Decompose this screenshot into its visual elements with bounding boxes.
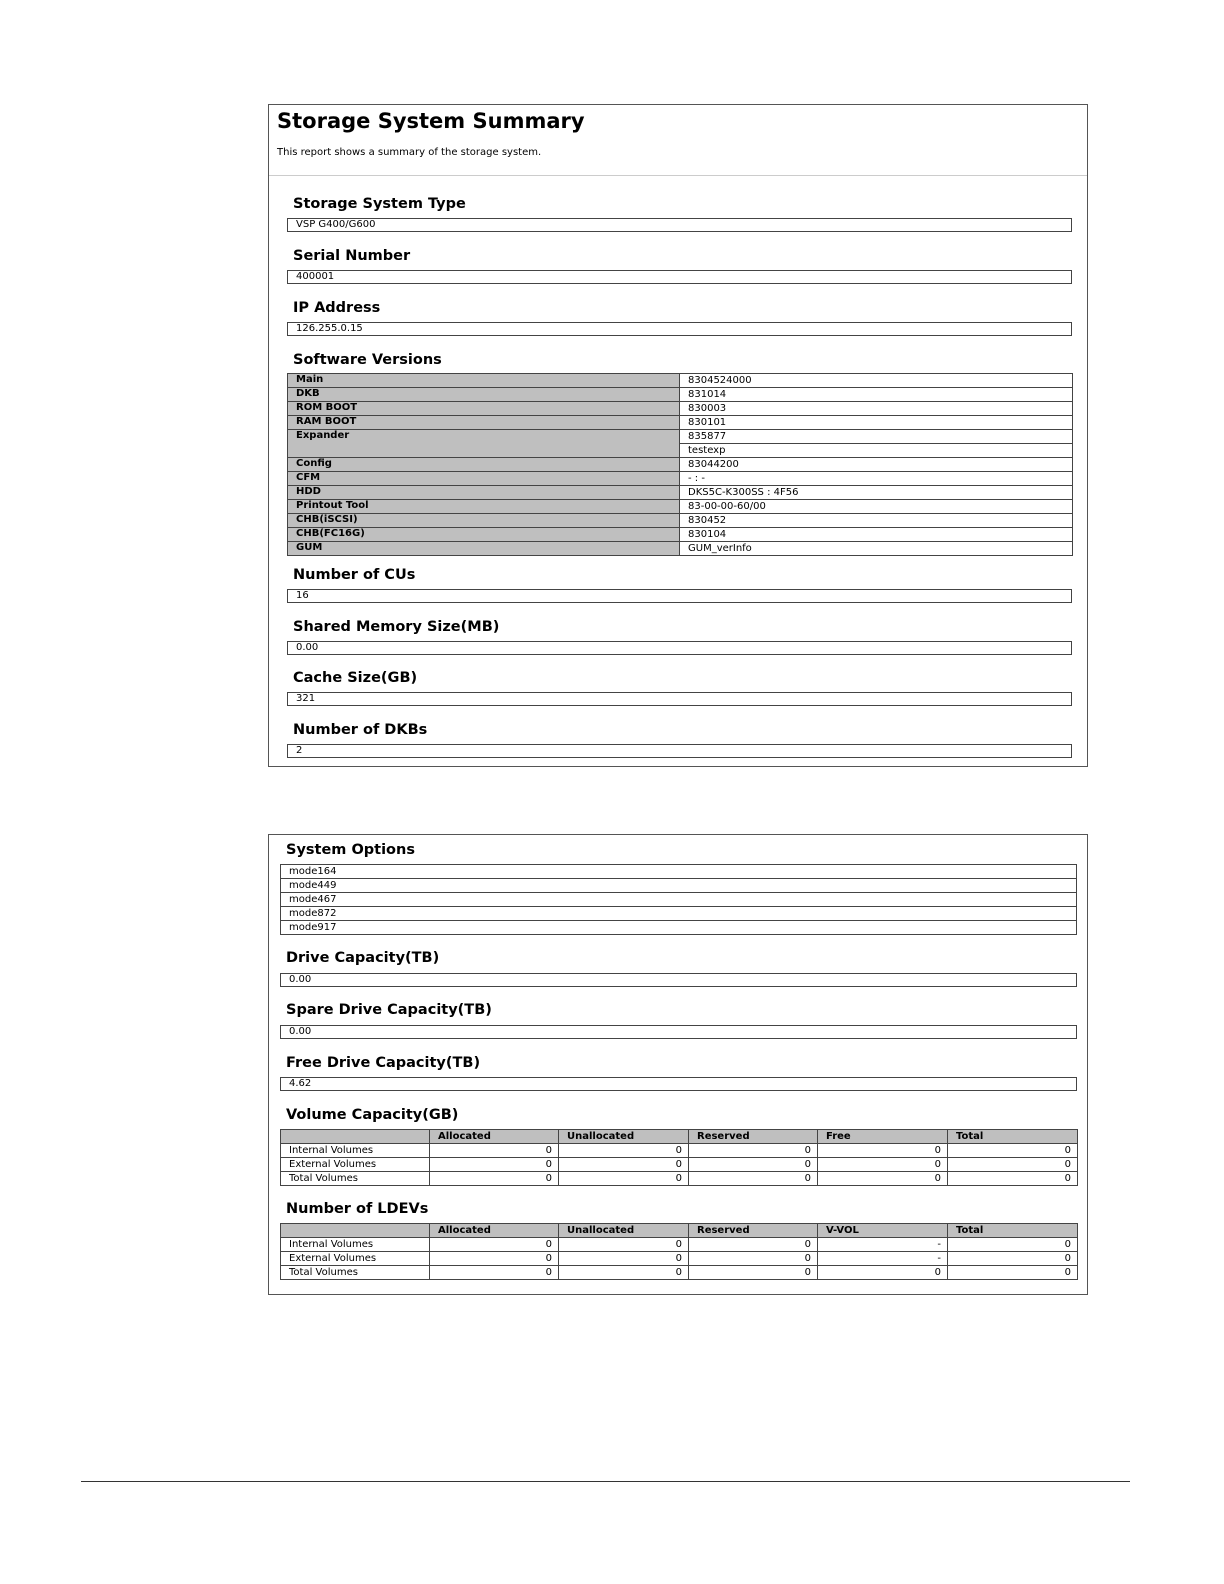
software-version-key: DKB <box>288 388 680 402</box>
volume-capacity-cell: 0 <box>430 1144 559 1158</box>
software-version-key: RAM BOOT <box>288 416 680 430</box>
volume-capacity-column-header: Reserved <box>689 1130 818 1144</box>
ldev-count-row-label: External Volumes <box>281 1252 430 1266</box>
system-option-item: mode872 <box>281 907 1077 921</box>
volume-capacity-cell: 0 <box>559 1172 689 1186</box>
summary-panel <box>268 104 1088 767</box>
ldev-count-cell: 0 <box>948 1266 1078 1280</box>
spare-drive-capacity-heading: Spare Drive Capacity(TB) <box>286 1002 492 1018</box>
ldev-count-cell: 0 <box>559 1252 689 1266</box>
software-version-row <box>288 500 1073 514</box>
system-option-row <box>281 893 1077 907</box>
volume-capacity-cell: 0 <box>818 1158 948 1172</box>
system-option-item: mode467 <box>281 893 1077 907</box>
volume-capacity-row-label: Internal Volumes <box>281 1144 430 1158</box>
system-option-row <box>281 921 1077 935</box>
software-version-value: 831014 <box>680 388 1073 402</box>
software-version-value: 83-00-00-60/00 <box>680 500 1073 514</box>
volume-capacity-column-header: Free <box>818 1130 948 1144</box>
ldev-count-column-header: Allocated <box>430 1224 559 1238</box>
ldev-count-cell: 0 <box>948 1252 1078 1266</box>
volume-capacity-column-header <box>281 1130 430 1144</box>
spare-drive-capacity-value: 0.00 <box>280 1025 1077 1039</box>
volume-capacity-header-row <box>281 1130 1078 1144</box>
software-version-row <box>288 486 1073 500</box>
volume-capacity-cell: 0 <box>559 1144 689 1158</box>
ldev-count-column-header: V-VOL <box>818 1224 948 1238</box>
report-title: Storage System Summary <box>277 109 585 133</box>
ldev-count-cell: - <box>818 1238 948 1252</box>
volume-capacity-cell: 0 <box>430 1158 559 1172</box>
software-version-row <box>288 416 1073 430</box>
volume-capacity-cell: 0 <box>948 1144 1078 1158</box>
software-version-key: CFM <box>288 472 680 486</box>
software-version-row <box>288 514 1073 528</box>
software-version-row <box>288 542 1073 556</box>
drive-capacity-heading: Drive Capacity(TB) <box>286 950 440 966</box>
ldev-count-cell: 0 <box>689 1266 818 1280</box>
software-version-key: Printout Tool <box>288 500 680 514</box>
cache-size-value: 321 <box>287 692 1072 706</box>
volume-capacity-cell: 0 <box>689 1158 818 1172</box>
ldev-count-cell: - <box>818 1252 948 1266</box>
software-version-value: testexp <box>680 444 1073 458</box>
volume-capacity-row-label: External Volumes <box>281 1158 430 1172</box>
storage-system-type-value: VSP G400/G600 <box>287 218 1072 232</box>
system-options-heading: System Options <box>286 842 415 858</box>
software-version-key: GUM <box>288 542 680 556</box>
shared-memory-size-value: 0.00 <box>287 641 1072 655</box>
ldev-count-cell: 0 <box>430 1252 559 1266</box>
software-version-value: 830104 <box>680 528 1073 542</box>
volume-capacity-cell: 0 <box>948 1172 1078 1186</box>
software-version-value: GUM_verInfo <box>680 542 1073 556</box>
software-version-key: Main <box>288 374 680 388</box>
software-version-key: Expander <box>288 430 680 458</box>
system-option-row <box>281 865 1077 879</box>
software-version-key: CHB(iSCSI) <box>288 514 680 528</box>
software-version-key: Config <box>288 458 680 472</box>
ldev-count-cell: 0 <box>559 1238 689 1252</box>
software-versions-heading: Software Versions <box>293 352 442 368</box>
ldev-count-cell: 0 <box>430 1266 559 1280</box>
ldev-count-column-header: Unallocated <box>559 1224 689 1238</box>
volume-capacity-cell: 0 <box>689 1144 818 1158</box>
ldev-count-cell: 0 <box>689 1238 818 1252</box>
volume-capacity-column-header: Unallocated <box>559 1130 689 1144</box>
system-option-item: mode164 <box>281 865 1077 879</box>
volume-capacity-cell: 0 <box>948 1158 1078 1172</box>
storage-system-type-heading: Storage System Type <box>293 196 466 212</box>
ldev-count-cell: 0 <box>948 1238 1078 1252</box>
volume-capacity-column-header: Total <box>948 1130 1078 1144</box>
ip-address-heading: IP Address <box>293 300 381 316</box>
volume-capacity-heading: Volume Capacity(GB) <box>286 1107 459 1123</box>
software-version-value: 83044200 <box>680 458 1073 472</box>
volume-capacity-cell: 0 <box>430 1172 559 1186</box>
cache-size-heading: Cache Size(GB) <box>293 670 418 686</box>
software-version-row <box>288 402 1073 416</box>
ldev-count-row <box>281 1252 1078 1266</box>
ip-address-value: 126.255.0.15 <box>287 322 1072 336</box>
details-panel <box>268 834 1088 1295</box>
ldev-count-column-header: Reserved <box>689 1224 818 1238</box>
ldev-count-cell: 0 <box>559 1266 689 1280</box>
volume-capacity-table <box>280 1129 1078 1186</box>
software-version-key: ROM BOOT <box>288 402 680 416</box>
serial-number-value: 400001 <box>287 270 1072 284</box>
free-drive-capacity-heading: Free Drive Capacity(TB) <box>286 1055 481 1071</box>
software-version-value: 830003 <box>680 402 1073 416</box>
software-version-row <box>288 388 1073 402</box>
number-of-ldevs-table <box>280 1223 1078 1280</box>
free-drive-capacity-value: 4.62 <box>280 1077 1077 1091</box>
system-option-row <box>281 879 1077 893</box>
software-version-row <box>288 458 1073 472</box>
system-option-row <box>281 907 1077 921</box>
software-version-row <box>288 472 1073 486</box>
header-divider <box>269 175 1087 176</box>
footer-rule <box>81 1481 1130 1482</box>
volume-capacity-cell: 0 <box>689 1172 818 1186</box>
software-version-row <box>288 430 1073 444</box>
ldev-count-row-label: Total Volumes <box>281 1266 430 1280</box>
software-version-value: DKS5C-K300SS : 4F56 <box>680 486 1073 500</box>
number-of-dkbs-heading: Number of DKBs <box>293 722 428 738</box>
ldev-count-row <box>281 1238 1078 1252</box>
software-version-key: HDD <box>288 486 680 500</box>
volume-capacity-row-label: Total Volumes <box>281 1172 430 1186</box>
system-options-table <box>280 864 1077 935</box>
shared-memory-size-heading: Shared Memory Size(MB) <box>293 619 500 635</box>
number-of-ldevs-heading: Number of LDEVs <box>286 1201 429 1217</box>
ldev-count-cell: 0 <box>689 1252 818 1266</box>
number-of-dkbs-value: 2 <box>287 744 1072 758</box>
software-version-value: 8304524000 <box>680 374 1073 388</box>
volume-capacity-row <box>281 1172 1078 1186</box>
ldev-count-column-header <box>281 1224 430 1238</box>
volume-capacity-column-header: Allocated <box>430 1130 559 1144</box>
ldev-count-header-row <box>281 1224 1078 1238</box>
report-description: This report shows a summary of the storage system. <box>277 147 542 158</box>
ldev-count-row-label: Internal Volumes <box>281 1238 430 1252</box>
software-version-value: 830452 <box>680 514 1073 528</box>
ldev-count-cell: 0 <box>818 1266 948 1280</box>
software-version-value: 835877 <box>680 430 1073 444</box>
volume-capacity-cell: 0 <box>818 1144 948 1158</box>
system-option-item: mode449 <box>281 879 1077 893</box>
software-version-key: CHB(FC16G) <box>288 528 680 542</box>
volume-capacity-cell: 0 <box>559 1158 689 1172</box>
software-version-value: - : - <box>680 472 1073 486</box>
number-of-cus-heading: Number of CUs <box>293 567 416 583</box>
software-versions-table <box>287 373 1073 556</box>
ldev-count-column-header: Total <box>948 1224 1078 1238</box>
number-of-cus-value: 16 <box>287 589 1072 603</box>
drive-capacity-value: 0.00 <box>280 973 1077 987</box>
ldev-count-cell: 0 <box>430 1238 559 1252</box>
volume-capacity-row <box>281 1144 1078 1158</box>
software-version-row <box>288 528 1073 542</box>
serial-number-heading: Serial Number <box>293 248 411 264</box>
ldev-count-row <box>281 1266 1078 1280</box>
volume-capacity-row <box>281 1158 1078 1172</box>
software-version-row <box>288 374 1073 388</box>
system-option-item: mode917 <box>281 921 1077 935</box>
software-version-value: 830101 <box>680 416 1073 430</box>
volume-capacity-cell: 0 <box>818 1172 948 1186</box>
